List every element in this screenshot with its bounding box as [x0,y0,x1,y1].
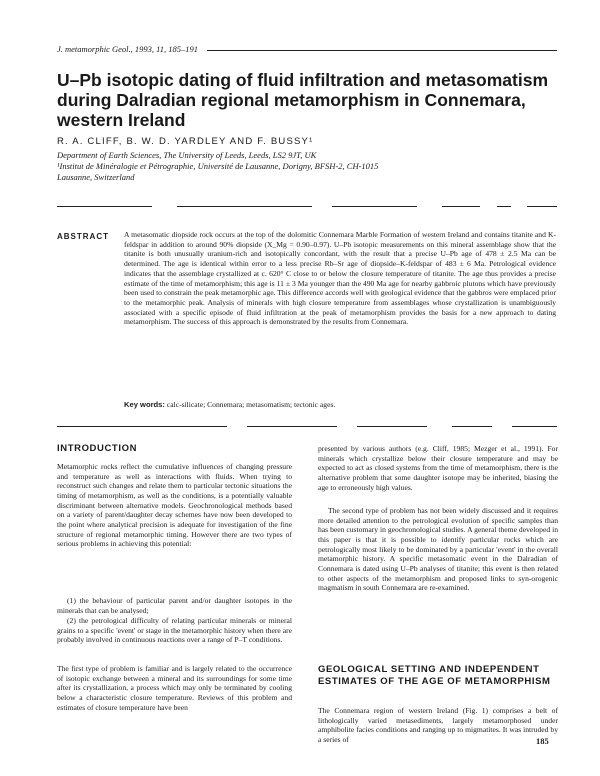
header-divider [57,206,557,207]
geological-setting-paragraph-1: The Connemara region of western Ireland (Fig. 1) comprises a belt of lithologically varied metasediments, largely metamorphosed under amphibolite facies conditions and ranging up to migmatites. It was intruded by a series of [318,706,558,744]
running-head [57,44,557,54]
introduction-paragraph-1: Metamorphic rocks reflect the cumulative influences of changing pressure and temperature as well as interactions with fluids. When trying to reconstruct such changes and relate them to particular tectonic situations the timing of metamorphism, as well as the conditions, is a potentially valuable discriminant between alternative models. Geochronological methods based on a variety of parent/daughter decay schemes have now been developed to the point where analytical precision is adequate for investigation of the fine structure of regional metamorphic timing. However there are two types of serious problems in achieving this potential: [57,462,292,549]
affiliation-line-1: Department of Earth Sciences, The University of Leeds, Leeds, LS2 9JT, UK [57,150,317,160]
introduction-paragraph-4: The second type of problem has not been widely discussed and it requires more detailed attention to the petrological evolution of specific samples than has been customary in geochronological studies. A general theme developed in this paper is that it is possible to identify particular rocks which are petrologically most likely to be dominated by a particular 'event' in the overall metamorphic history. A specific metasomatic event in the Dalradian of Connemara is dated using U–Pb analyses of titanite; this event is then related to other aspects of the metamorphism and proposed links to syn-orogenic magmatism in south Connemara are re-examined. [318,506,558,593]
abstract-divider [57,426,557,427]
article-title: U–Pb isotopic dating of fluid infiltration and metasomatism during Dalradian regional metamorphism in Connemara, western Ireland [57,70,548,130]
introduction-heading: INTRODUCTION [57,443,138,454]
introduction-paragraph-2: The first type of problem is familiar and is largely related to the occurrence of isotopic exchange between a mineral and its surroundings for some time after its crystallization, a process which may only be terminated by cooling below a characteristic closure temperature. Reviews of this problem and estimates of closure temperature have been [57,664,292,712]
introduction-paragraph-3: presented by various authors (e.g. Cliff, 1985; Mezger et al., 1991). For minerals which crystallize below their closure temperature and may be expected to act as closed systems from the time of metamorphism, there is the alternative problem that some daughter isotope may be inherited, biasing the age to erroneously high values. [318,444,558,492]
affiliation-line-2: ¹Institut de Minéralogie et Pétrographie, Université de Lausanne, Dorigny, BFSH-2, CH-1015 [57,161,379,171]
abstract-label: ABSTRACT [57,232,109,241]
running-head-rule [207,50,557,51]
geological-setting-heading: GEOLOGICAL SETTING AND INDEPENDENT ESTIMATES OF THE AGE OF METAMORPHISM [318,664,551,687]
introduction-list-item-2: (2) the petrological difficulty of relating particular minerals or mineral grains to a specific 'event' or stage in the metamorphic history when there are probably involved in continuous reactions over a range of P–T conditions. [57,616,292,645]
page-number: 185 [536,736,549,746]
keywords-label: Key words: [124,400,165,409]
affiliation-line-3: Lausanne, Switzerland [57,172,135,182]
running-head-text: J. metamorphic Geol., 1993, 11, 185–191 [57,44,204,54]
introduction-list-item-1: (1) the behaviour of particular parent and/or daughter isotopes in the minerals that can be analysed; [57,596,292,615]
keywords-text: calc-silicate; Connemara; metasomatism; tectonic ages. [166,400,336,409]
author-list: R. A. CLIFF, B. W. D. YARDLEY AND F. BUSSY¹ [57,136,314,147]
abstract-text: A metasomatic diopside rock occurs at the top of the dolomitic Connemara Marble Formation of western Ireland and contains titanite and K-feldspar in addition to around 90% diopside (X_Mg = 0.90–0.97). U–Pb isotopic measurements on this mineral assemblage show that the titanite is both unusually uranium-rich and isotopically concordant, with the result that a precise U–Pb age of 478 ± 2.5 Ma can be determined. The age is identical within error to a less precise Rb–Sr age of diopside–K-feldspar of 483 ± 6 Ma. Petrological evidence indicates that the assemblage crystallized at c. 620° C close to or below the closure temperature of titanite. The age thus provides a precise estimate of the time of metamorphism; this age is 11 ± 3 Ma younger than the 490 Ma age for nearby gabbroic plutons which have previously been used to constrain the peak metamorphic age. This difference accords well with geological evidence that the gabbros were emplaced prior to the metamorphic peak. Analysis of minerals with high closure temperature from assemblages whose crystallization is unambiguously associated with a specific episode of fluid infiltration at the peak of metamorphism provides the basis for a new approach to dating metamorphism. The success of this approach is demonstrated by the results from Connemara. [124,230,556,327]
keywords [124,400,556,409]
